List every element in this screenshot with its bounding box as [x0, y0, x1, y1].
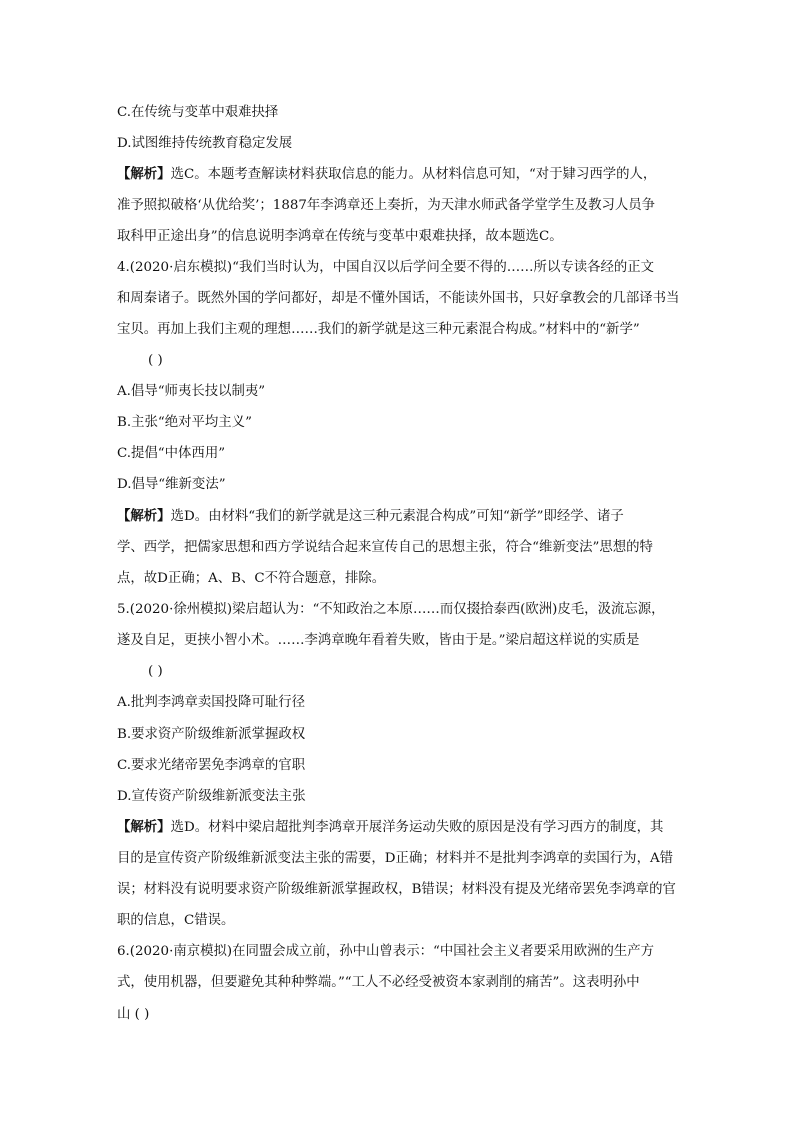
q4-answer-blank: ( )	[148, 353, 163, 368]
q5-analysis-line-1	[117, 819, 663, 837]
q5-answer-blank: ( )	[148, 664, 163, 679]
q6-stem-line-1: 6.(2020·南京模拟)在同盟会成立前，孙中山曾表示：“中国社会主义者要采用欧洲的生产方	[117, 944, 655, 959]
q3-option-d: D.试图维持传统教育稳定发展	[117, 136, 293, 151]
q4-stem-line-3: 宝贝。再加上我们主观的理想……我们的新学就是这三种元素混合构成。”材料中的“新学”	[117, 322, 640, 337]
q4-option-d: D.倡导“维新变法”	[117, 477, 226, 492]
q5-analysis-line-2: 目的是宣传资产阶级维新派变法主张的需要，D正确；材料并不是批判李鸿章的卖国行为，A错	[117, 851, 674, 866]
q5-stem-line-1: 5.(2020·徐州模拟)梁启超认为：“不知政治之本原……而仅掇拾泰西(欧洲)皮毛，汲流忘源，	[117, 602, 665, 617]
q6-stem-line-3: 山 ( )	[117, 1007, 150, 1022]
q4-option-c: C.提倡“中体西用”	[117, 446, 226, 461]
q5-stem-line-2: 遂及自足，更挟小智小术。……李鸿章晚年看着失败，皆由于是。”梁启超这样说的实质是	[117, 633, 640, 648]
q5-option-b: B.要求资产阶级维新派掌握政权	[117, 727, 306, 742]
q4-option-b: B.主张“绝对平均主义”	[117, 415, 252, 430]
analysis-tag: 【解析】	[117, 820, 171, 835]
q4-analysis-line-2: 学、西学，把儒家思想和西方学说结合起来宣传自己的思想主张，符合“维新变法”思想的特	[117, 540, 653, 555]
q4-analysis-line-3: 点，故D正确；A、B、C不符合题意，排除。	[117, 571, 386, 586]
analysis-text: 选D。材料中梁启超批判李鸿章开展洋务运动失败的原因是没有学习西方的制度，其	[170, 820, 664, 835]
q4-stem-line-2: 和周秦诸子。既然外国的学问都好，却是不懂外国话，不能读外国书，只好拿教会的几部译书当	[117, 291, 680, 306]
q5-option-d: D.宣传资产阶级维新派变法主张	[117, 789, 306, 804]
q4-analysis-line-1	[117, 508, 624, 526]
q5-option-a: A.批判李鸿章卖国投降可耻行径	[117, 695, 306, 710]
analysis-tag: 【解析】	[117, 509, 171, 524]
q5-option-c: C.要求光绪帝罢免李鸿章的官职	[117, 758, 306, 773]
q3-analysis-line-3: 取科甲正途出身”的信息说明李鸿章在传统与变革中艰难抉择，故本题选C。	[117, 229, 563, 244]
analysis-tag: 【解析】	[117, 167, 171, 182]
q4-option-a: A.倡导“师夷长技以制夷”	[117, 384, 266, 399]
q6-stem-line-2: 式，使用机器，但要避免其种种弊端。”“工人不必经受被资本家剥削的痛苦”。这表明孙中	[117, 975, 640, 990]
q3-analysis-line-1	[117, 166, 656, 184]
q5-analysis-line-4: 职的信息，C错误。	[117, 913, 235, 928]
analysis-text: 选D。由材料“我们的新学就是这三种元素混合构成”可知“新学”即经学、诸子	[170, 509, 624, 524]
q3-option-c: C.在传统与变革中艰难抉择	[117, 105, 279, 120]
q3-analysis-line-2: 准予照拟破格‘从优给奖’；1887年李鸿章还上奏折，为天津水师武备学堂学生及教习人员争	[117, 198, 656, 213]
q5-analysis-line-3: 误；材料没有说明要求资产阶级维新派掌握政权，B错误；材料没有提及光绪帝罢免李鸿章的官	[117, 882, 676, 897]
q4-stem-line-1: 4.(2020·启东模拟)“我们当时认为，中国自汉以后学问全要不得的……所以专读各经的正文	[117, 260, 655, 275]
analysis-text: 选C。本题考查解读材料获取信息的能力。从材料信息可知，“对于肄习西学的人，	[170, 167, 657, 182]
